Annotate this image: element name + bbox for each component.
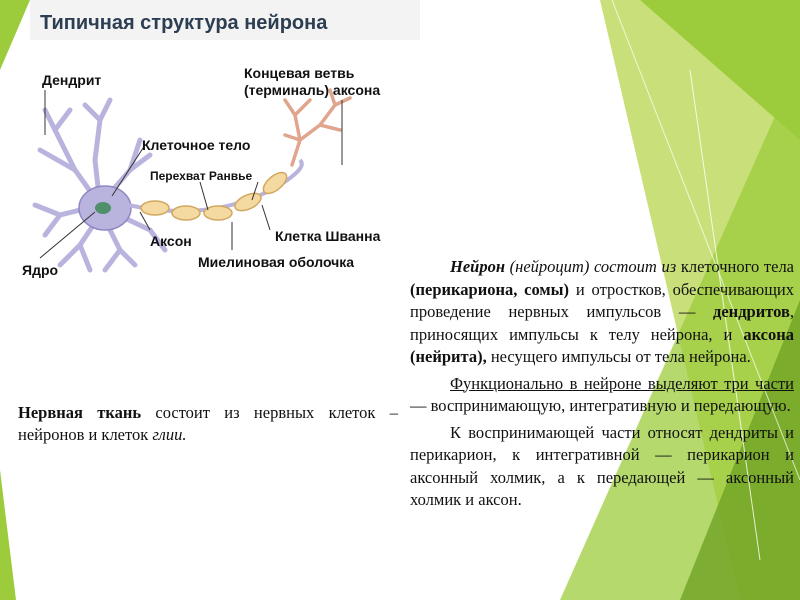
label-axon: Аксон [150, 233, 192, 249]
neuron-description [410, 256, 794, 512]
label-myelin: Миелиновая оболочка [198, 254, 355, 270]
term-dendrites: дендритов [713, 302, 790, 321]
nervous-tissue-body: состоит из нервных клеток – нейронов и клеток [18, 403, 398, 444]
neuron-figure [0, 0, 420, 285]
text-segment: — воспринимающую, интегративную и передающую. [410, 396, 791, 415]
text-segment: несущего импульсы от тела нейрона. [486, 347, 751, 366]
nervous-tissue-text [18, 402, 398, 446]
term-neurocyte: (нейроцит) состоит из [505, 257, 677, 276]
label-nucleus: Ядро [22, 262, 59, 278]
label-ranvier: Перехват Ранвье [150, 169, 253, 183]
label-terminal-line2: (терминаль) аксона [244, 82, 381, 98]
dendrite-branches [35, 100, 165, 270]
term-axon: аксона (нейрита), [410, 324, 794, 366]
functional-parts-underlined: Функционально в нейроне выделяют три части [450, 373, 794, 393]
nervous-tissue-term: Нервная ткань [18, 403, 142, 422]
text-segment: клеточного тела [676, 257, 794, 276]
term-neuron: Нейрон [450, 257, 505, 276]
label-dendrite: Дендрит [42, 72, 102, 88]
paragraph-parts-detail: К воспринимающей части относят дендриты и перикарион, к интегративной — перикарион и аксонный холмик, а к передающей — аксонный холмик и аксон. [410, 422, 794, 509]
axon-terminal-branches [285, 90, 350, 165]
nucleus [95, 202, 111, 214]
label-cell-body: Клеточное тело [142, 137, 251, 153]
term-perikaryon: (перикариона, сомы) [410, 279, 570, 299]
paragraph-functional-parts [410, 373, 794, 418]
figure-title: Типичная структура нейрона [40, 12, 328, 34]
text-segment: и отростков, обеспечивающих проведение нервных импульсов — [410, 279, 794, 321]
glia-term: глии. [152, 425, 187, 444]
label-terminal-line1: Концевая ветвь [244, 65, 355, 81]
label-schwann: Клетка Шванна [275, 228, 381, 244]
paragraph-neuron-structure [410, 256, 794, 369]
text-segment: , приносящих импульсы к телу нейрона, и [410, 302, 794, 344]
bg-green-bottomleft [0, 470, 16, 600]
